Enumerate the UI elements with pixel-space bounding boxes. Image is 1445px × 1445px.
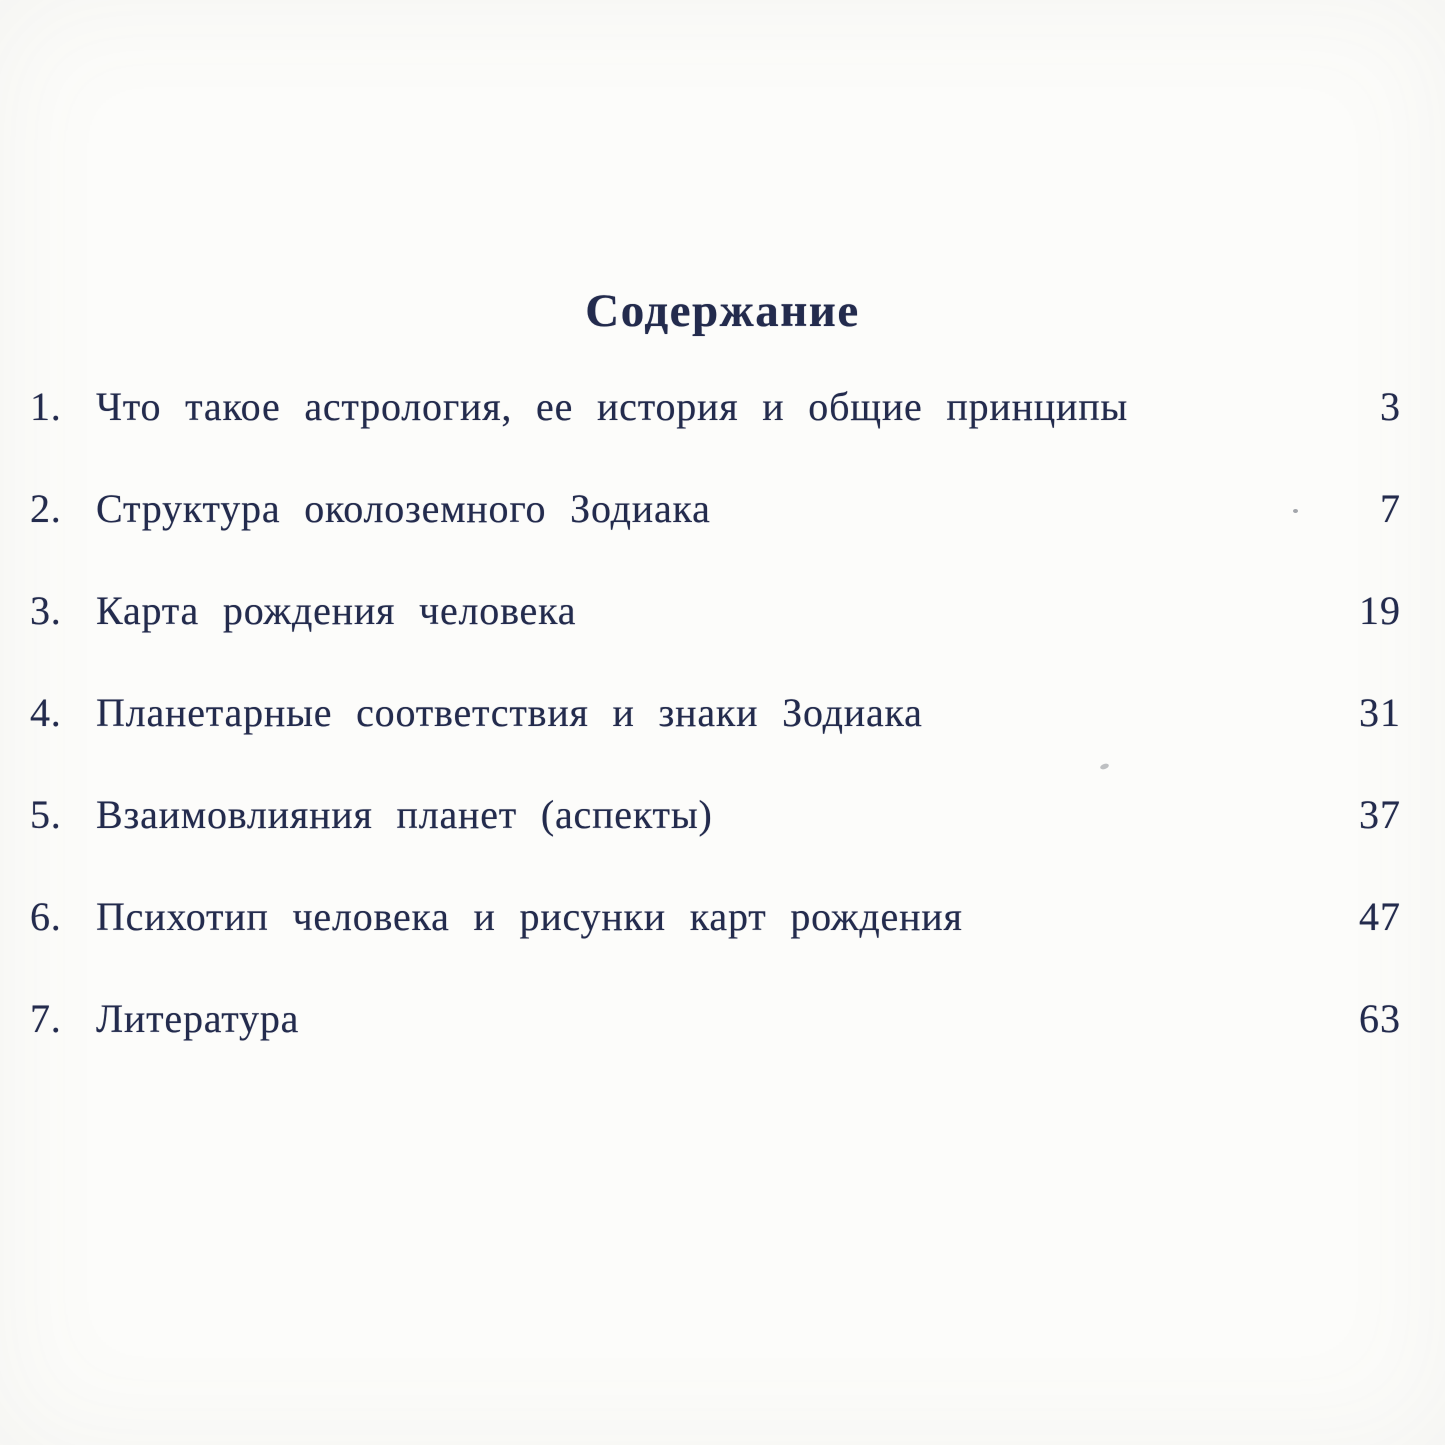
toc-entry-number: 5. bbox=[30, 792, 62, 837]
toc-entry-page: 3 bbox=[1380, 384, 1401, 429]
toc-entry bbox=[30, 995, 1401, 1039]
toc-entry-title: Психотип человека и рисунки карт рождения bbox=[96, 894, 963, 939]
toc-entry bbox=[30, 383, 1401, 427]
toc-entry bbox=[30, 893, 1401, 937]
toc-entry-page: 37 bbox=[1359, 792, 1401, 837]
toc-entry-page: 63 bbox=[1359, 996, 1401, 1041]
page-title: Содержание bbox=[585, 285, 860, 337]
toc-entry-title: Взаимовлияния планет (аспекты) bbox=[96, 792, 713, 837]
toc-entry bbox=[30, 485, 1401, 529]
toc-entry-number: 3. bbox=[30, 588, 62, 633]
toc-entry bbox=[30, 791, 1401, 835]
toc-entry-title: Литература bbox=[96, 996, 300, 1041]
paper-speck bbox=[1293, 509, 1298, 513]
toc-entry-page: 31 bbox=[1359, 690, 1401, 735]
toc-entry bbox=[30, 587, 1401, 631]
toc-entry-number: 4. bbox=[30, 690, 62, 735]
toc-entry-page: 7 bbox=[1380, 486, 1401, 531]
toc-entry-page: 47 bbox=[1359, 894, 1401, 939]
toc-entry-title: Планетарные соответствия и знаки Зодиака bbox=[96, 690, 923, 735]
toc-entry-title: Структура околоземного Зодиака bbox=[96, 486, 711, 531]
toc-entry-number: 6. bbox=[30, 894, 62, 939]
toc-entry-number: 1. bbox=[30, 384, 62, 429]
table-of-contents bbox=[30, 383, 1401, 1097]
toc-entry bbox=[30, 689, 1401, 733]
toc-entry-title: Что такое астрология, ее история и общие принципы bbox=[96, 384, 1129, 429]
toc-entry-page: 19 bbox=[1359, 588, 1401, 633]
toc-entry-number: 2. bbox=[30, 486, 62, 531]
toc-entry-title: Карта рождения человека bbox=[96, 588, 577, 633]
toc-entry-number: 7. bbox=[30, 996, 62, 1041]
